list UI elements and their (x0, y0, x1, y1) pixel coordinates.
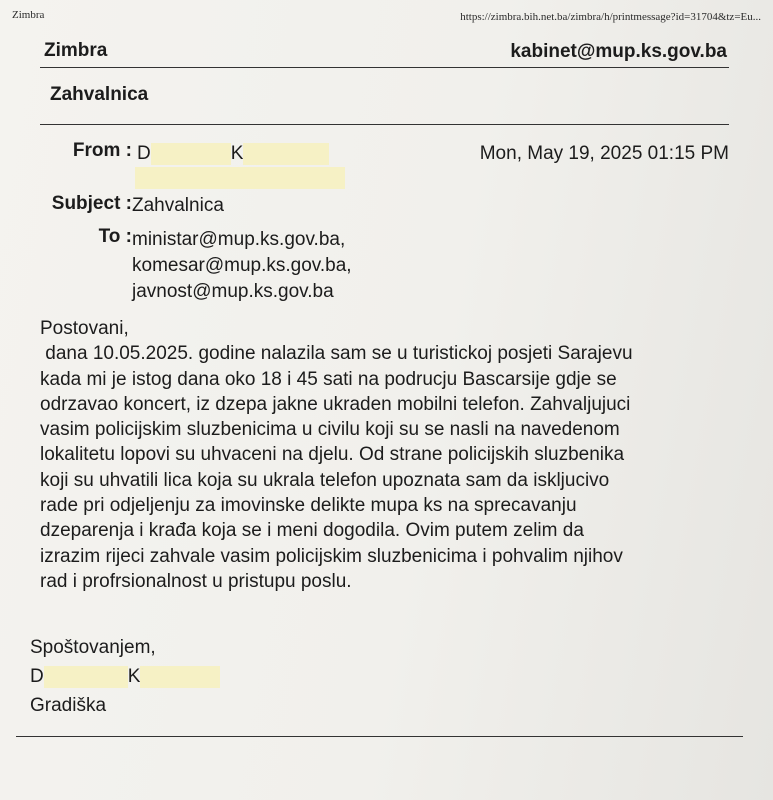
signer-last-initial: K (127, 666, 141, 687)
body-line: lokalitetu lopovi su uhvaceni na djelu. Od strane policijskih sluzbenika (40, 444, 625, 466)
signer-first-initial: D (30, 666, 44, 687)
signer-city: Gradiška (30, 695, 107, 716)
closing-line: Spoštovanjem, (30, 637, 156, 658)
redaction-mark (151, 143, 231, 165)
message-date: Mon, May 19, 2025 01:15 PM (479, 143, 729, 164)
header-divider (40, 67, 729, 68)
from-sender (137, 143, 329, 165)
greeting: Postovani, (40, 318, 129, 339)
to-label: To : (98, 226, 132, 247)
redaction-mark (243, 143, 329, 165)
redaction-mark (44, 666, 128, 688)
body-line: vasim policijskim sluzbenicima u civilu koji su se nasli na navedenom (40, 419, 620, 441)
body-line: rade pri odjeljenju za imovinske delikte mupa ks na sprecavanju (40, 495, 577, 517)
body-line: rad i profrsionalnost u pristupu poslu. (40, 570, 352, 592)
body-line: dana 10.05.2025. godine nalazila sam se u turistickoj posjeti Sarajevu (40, 343, 633, 365)
from-label: From : (72, 140, 132, 161)
body-line: izrazim rijeci zahvale vasim policijskim sluzbenicima i pohvalim njihov (40, 545, 623, 567)
signature-block (30, 633, 220, 720)
from-first-initial: D (137, 143, 151, 165)
body-line: kada mi je istog dana oko 18 i 45 sati na podrucju Bascarsije gdje se (40, 368, 617, 390)
body-line: odrzavao koncert, iz dzepa jakne ukraden mobilni telefon. Zahvaljujuci (40, 393, 631, 415)
body-line: koji su uhvatili lica koja su ukrala telefon upoznata sam da iskljucivo (40, 469, 610, 491)
recipient-email: ministar@mup.ks.gov.ba, (132, 229, 346, 250)
account-email: kabinet@mup.ks.gov.ba (510, 41, 727, 62)
from-last-initial: K (230, 143, 244, 165)
signer-name (30, 662, 220, 691)
redaction-mark (140, 666, 220, 688)
subject-label: Subject : (51, 193, 132, 214)
message-body (40, 316, 740, 594)
footer-divider (16, 736, 743, 737)
body-line: dzeparenja i krađa koja se i meni dogodila. Ovim putem zelim da (40, 520, 584, 542)
recipient-list (132, 227, 352, 305)
print-url: https://zimbra.bih.net.ba/zimbra/h/printmessage?id=31704&tz=Eu... (460, 11, 761, 23)
recipient-email: komesar@mup.ks.gov.ba, (132, 255, 352, 276)
redaction-mark (135, 167, 345, 189)
message-title: Zahvalnica (50, 84, 149, 105)
recipient-email: javnost@mup.ks.gov.ba (132, 281, 334, 302)
title-divider (40, 124, 729, 125)
subject-value: Zahvalnica (132, 195, 224, 216)
print-tab-title: Zimbra (12, 9, 45, 21)
brand-name: Zimbra (44, 40, 108, 61)
